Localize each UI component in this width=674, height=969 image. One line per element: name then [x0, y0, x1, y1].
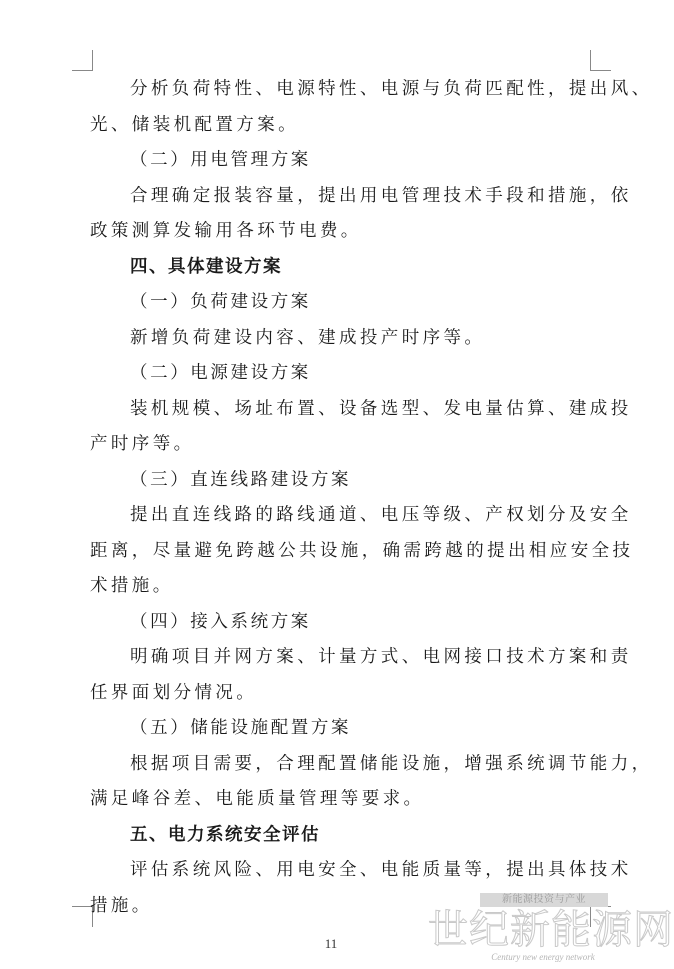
- paragraph-line: 提出直连线路的路线通道、电压等级、产权划分及安全: [130, 505, 632, 525]
- paragraph-line: 距离，尽量避免跨越公共设施，确需跨越的提出相应安全技: [90, 540, 634, 561]
- subsection-heading: （二）电源建设方案: [130, 363, 311, 383]
- paragraph-line: 合理确定报装容量，提出用电管理技术手段和措施，依: [130, 185, 632, 206]
- paragraph-line: 任界面划分情况。: [90, 682, 258, 703]
- paragraph-line: 明确项目并网方案、计量方式、电网接口技术方案和责: [130, 647, 632, 667]
- paragraph-line: 光、储装机配置方案。: [90, 114, 299, 135]
- crop-mark-top-right: [590, 50, 611, 71]
- paragraph-line: 新增负荷建设内容、建成投产时序等。: [130, 327, 486, 348]
- paragraph-line: 产时序等。: [90, 434, 195, 454]
- paragraph-line: 评估系统风险、用电安全、电能质量等，提出具体技术: [130, 860, 632, 880]
- subsection-heading: （三）直连线路建设方案: [130, 469, 352, 490]
- page-number: 11: [324, 936, 338, 951]
- paragraph-line: 分析负荷特性、电源特性、电源与负荷匹配性，提出风、: [130, 79, 653, 99]
- section-heading: 五、电力系统安全评估: [130, 824, 320, 845]
- section-heading: 四、具体建设方案: [130, 256, 282, 277]
- subsection-heading: （一）负荷建设方案: [130, 292, 311, 312]
- paragraph-line: 根据项目需要，合理配置储能设施，增强系统调节能力，: [130, 753, 653, 774]
- subsection-heading: （五）储能设施配置方案: [130, 718, 352, 738]
- watermark-tag: 新能源投资与产业: [480, 893, 608, 907]
- document-body: [90, 72, 653, 924]
- paragraph-line: 措施。: [90, 895, 153, 916]
- paragraph-line: 满足峰谷差、电能质量管理等要求。: [90, 789, 425, 809]
- subsection-heading: （二）用电管理方案: [130, 150, 311, 170]
- watermark-logo-text: 世纪新能源网: [428, 907, 674, 953]
- paragraph-line: 政策测算发输用各环节电费。: [90, 221, 362, 241]
- paragraph-line: 术措施。: [90, 576, 174, 596]
- watermark-subtitle: Century new energy network: [491, 952, 595, 962]
- paragraph-line: 装机规模、场址布置、设备选型、发电量估算、建成投: [130, 398, 632, 419]
- crop-mark-top-left: [72, 50, 93, 71]
- subsection-heading: （四）接入系统方案: [130, 611, 311, 632]
